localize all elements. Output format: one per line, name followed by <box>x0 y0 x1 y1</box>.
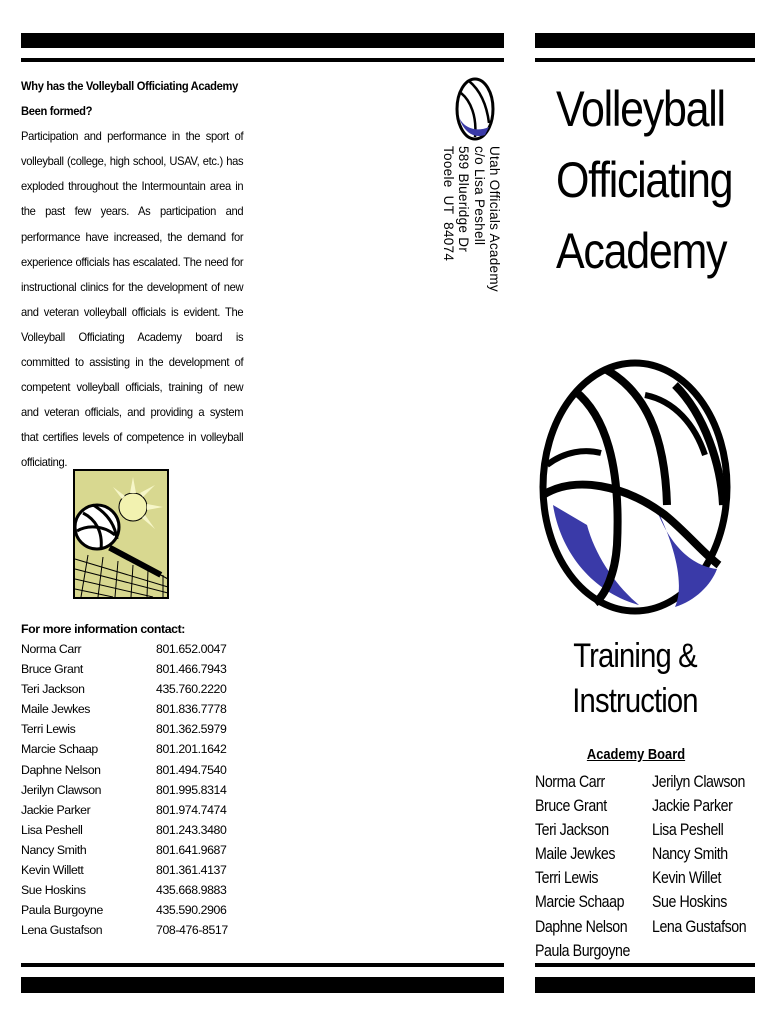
contact-row <box>21 920 251 940</box>
contact-name: Paula Burgoyne <box>21 903 103 918</box>
contact-row <box>21 719 251 739</box>
board-member: Paula Burgoyne <box>535 941 630 960</box>
contact-phone: 801.995.8314 <box>156 782 227 797</box>
contact-phone: 801.243.3480 <box>156 822 227 837</box>
contact-name: Teri Jackson <box>21 682 85 697</box>
address-line-4: Tooele UT 84074 <box>441 146 457 262</box>
bottom-bar-right <box>535 977 755 993</box>
why-formed-section <box>21 74 243 476</box>
subtitle-line-2: Instruction <box>572 682 698 720</box>
contact-phone: 801.641.9687 <box>156 842 227 857</box>
contact-phone: 435.760.2220 <box>156 682 227 697</box>
contact-name: Nancy Smith <box>21 842 87 857</box>
board-member: Lena Gustafson <box>652 917 747 936</box>
address-line-3: 589 Blueridge Dr <box>456 146 472 253</box>
board-member: Daphne Nelson <box>535 917 628 936</box>
address-line-2: c/o Lisa Peshell <box>471 146 487 246</box>
cover-title <box>556 74 737 287</box>
board-column-2 <box>652 770 746 939</box>
board-column-1 <box>535 770 630 963</box>
contact-row <box>21 860 251 880</box>
contact-phone: 801.974.7474 <box>156 802 227 817</box>
contact-name: Bruce Grant <box>21 662 83 677</box>
contact-row <box>21 739 251 759</box>
contact-phone: 801.836.7778 <box>156 702 227 717</box>
board-member: Jackie Parker <box>652 797 733 816</box>
why-formed-heading: Why has the Volleyball Officiating Academy Been formed? <box>21 79 239 119</box>
contact-row <box>21 780 251 800</box>
title-line-1: Volleyball <box>556 81 725 137</box>
board-member: Teri Jackson <box>535 821 609 840</box>
contact-name: Terri Lewis <box>21 722 76 737</box>
contact-row <box>21 760 251 780</box>
board-member: Terri Lewis <box>535 869 599 888</box>
top-bar-left <box>21 33 504 48</box>
contact-name: Maile Jewkes <box>21 702 91 717</box>
contact-name: Marcie Schaap <box>21 742 98 757</box>
contact-row <box>21 639 251 659</box>
contact-row <box>21 820 251 840</box>
contact-header: For more information contact: <box>21 622 185 636</box>
contact-row <box>21 699 251 719</box>
contact-row <box>21 900 251 920</box>
contact-phone: 801.201.1642 <box>156 742 227 757</box>
academy-board-heading: Academy Board <box>586 746 686 763</box>
bottom-rule-right <box>535 963 755 967</box>
contact-row <box>21 880 251 900</box>
contact-phone: 801.362.5979 <box>156 722 227 737</box>
board-member: Norma Carr <box>535 773 605 791</box>
contact-section <box>21 619 251 940</box>
cover-subtitle <box>571 634 700 724</box>
board-member: Bruce Grant <box>535 797 607 816</box>
address-line-1: Utah Officials Academy <box>487 146 502 292</box>
contact-phone: 435.590.2906 <box>156 903 227 918</box>
contact-phone: 435.668.9883 <box>156 883 227 898</box>
board-member: Kevin Willet <box>652 869 721 888</box>
contact-phone: 801.652.0047 <box>156 642 227 656</box>
contact-phone: 801.361.4137 <box>156 863 227 878</box>
subtitle-line-1: Training & <box>573 637 697 675</box>
board-member: Sue Hoskins <box>652 893 727 912</box>
volleyball-net-clipart <box>73 469 169 599</box>
board-member: Nancy Smith <box>652 845 728 864</box>
contact-name: Norma Carr <box>21 642 82 656</box>
top-rule-left <box>21 58 504 62</box>
contact-name: Lena Gustafson <box>21 923 103 938</box>
contact-name: Jerilyn Clawson <box>21 782 102 797</box>
volleyball-logo-icon <box>535 355 735 615</box>
bottom-bar-left <box>21 977 504 993</box>
contact-phone: 801.494.7540 <box>156 762 227 777</box>
contact-phone: 708-476-8517 <box>156 923 228 938</box>
contact-row <box>21 800 251 820</box>
title-line-2: Officiating <box>556 152 733 208</box>
contact-name: Lisa Peshell <box>21 822 83 837</box>
board-member: Lisa Peshell <box>652 821 724 840</box>
contact-row <box>21 679 251 699</box>
top-rule-right <box>535 58 755 62</box>
mailing-address <box>441 71 502 341</box>
contact-row <box>21 659 251 679</box>
contact-name: Kevin Willett <box>21 863 84 878</box>
board-member: Maile Jewkes <box>535 845 616 864</box>
title-line-3: Academy <box>556 223 727 279</box>
contact-phone: 801.466.7943 <box>156 662 227 677</box>
contact-name: Daphne Nelson <box>21 762 101 777</box>
contact-row <box>21 840 251 860</box>
board-member: Marcie Schaap <box>535 893 625 912</box>
contact-name: Sue Hoskins <box>21 883 86 898</box>
bottom-rule-left <box>21 963 504 967</box>
board-member: Jerilyn Clawson <box>652 773 745 791</box>
top-bar-right <box>535 33 755 48</box>
contact-name: Jackie Parker <box>21 802 91 817</box>
why-formed-body: Participation and performance in the sport of volleyball (college, high school, USAV, etc.) has exploded throughout the Intermountain area in the past few years. As participation and performance have increased, the demand for experience officials has escalated. The need for instructional clinics for the development of new and veteran volleyball officials is evident. The Volleyball Officiating Academy board is committed to assisting in the development of competent volleyball officials, training of new and veteran officials, and providing a system that certifies levels of competence in volleyball officiating. <box>21 129 244 470</box>
